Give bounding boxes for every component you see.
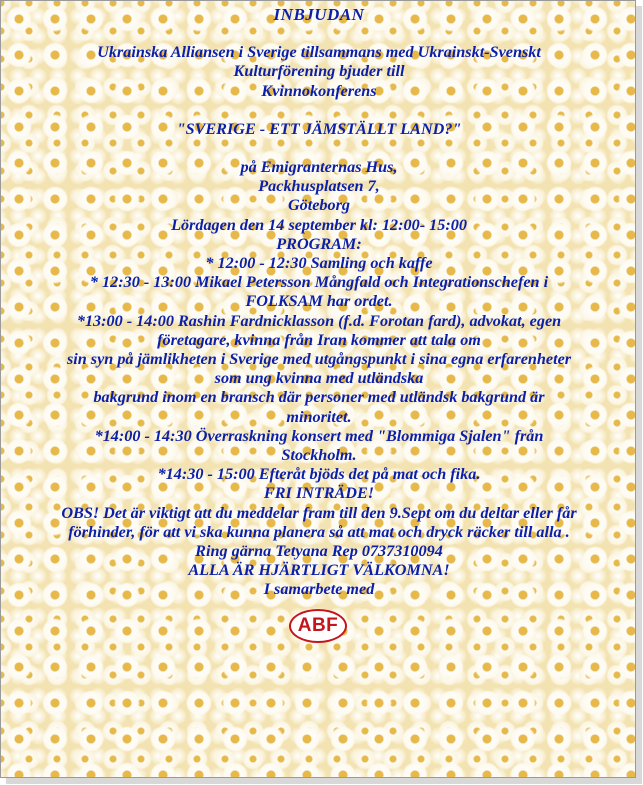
spacer — [1, 24, 636, 43]
intro-line: Kulturförening bjuder till — [233, 62, 405, 81]
program-line: * 12:00 - 12:30 Samling och kaffe — [205, 254, 433, 273]
notice-line: förhinder, för att vi ska kunna planera så att mat och dryck räcker till alla . — [68, 522, 570, 541]
program-line: *14:30 - 15:00 Efteråt bjöds det på mat och fika. — [157, 465, 481, 484]
page-shadow-bottom — [6, 778, 642, 784]
abf-logo-wrapper — [289, 609, 349, 645]
event-date: Lördagen den 14 september kl: 12:00- 15:00 — [171, 215, 467, 234]
contact-line: Ring gärna Tetyana Rep 0737310094 — [195, 542, 443, 561]
program-line: företagare, kvinna från Iran kommer att tala om — [157, 330, 481, 349]
abf-logo-text: ABF — [297, 615, 339, 637]
abf-logo — [289, 609, 347, 643]
program-heading: PROGRAM: — [276, 234, 362, 253]
program-line: * 12:30 - 13:00 Mikael Petersson Mångfald och Integrationschefen i — [89, 273, 549, 292]
spacer — [1, 139, 636, 158]
venue-line: Göteborg — [287, 196, 351, 215]
spacer — [1, 101, 636, 120]
page-shadow-right — [636, 6, 642, 784]
invitation-text — [1, 5, 636, 645]
program-line: *14:00 - 14:30 Överraskning konsert med "Blommiga Sjalen" från — [94, 426, 544, 445]
notice-line: OBS! Det är viktigt att du meddelar fram till den 9.Sept om du deltar eller får — [61, 503, 577, 522]
program-line: Stockholm. — [281, 446, 357, 465]
conference-headline: "SVERIGE - ETT JÄMSTÄLLT LAND?" — [176, 119, 462, 138]
invitation-title: INBJUDAN — [273, 5, 365, 24]
program-line: *13:00 - 14:00 Rashin Fardnicklasson (f.d. Forotan fard), advokat, egen — [76, 311, 562, 330]
program-line: FOLKSAM har ordet. — [245, 292, 393, 311]
cooperation-line: I samarbete med — [263, 580, 375, 599]
venue-line: på Emigranternas Hus, — [240, 158, 398, 177]
free-entry: FRI INTRÄDE! — [263, 484, 375, 503]
program-line: bakgrund inom en bransch där personer med utländsk bakgrund är — [93, 388, 545, 407]
intro-line: Ukrainska Alliansen i Sverige tillsammans med Ukrainskt-Svenskt — [97, 43, 541, 62]
program-line: minoritet. — [286, 407, 352, 426]
program-line: som ung kvinna med utländska — [214, 369, 424, 388]
program-line: sin syn på jämlikheten i Sverige med utgångspunkt i sina egna erfarenheter — [66, 350, 572, 369]
intro-line: Kvinnokonferens — [261, 81, 377, 100]
welcome-line: ALLA ÄR HJÄRTLIGT VÄLKOMNA! — [188, 561, 450, 580]
venue-line: Packhusplatsen 7, — [258, 177, 380, 196]
